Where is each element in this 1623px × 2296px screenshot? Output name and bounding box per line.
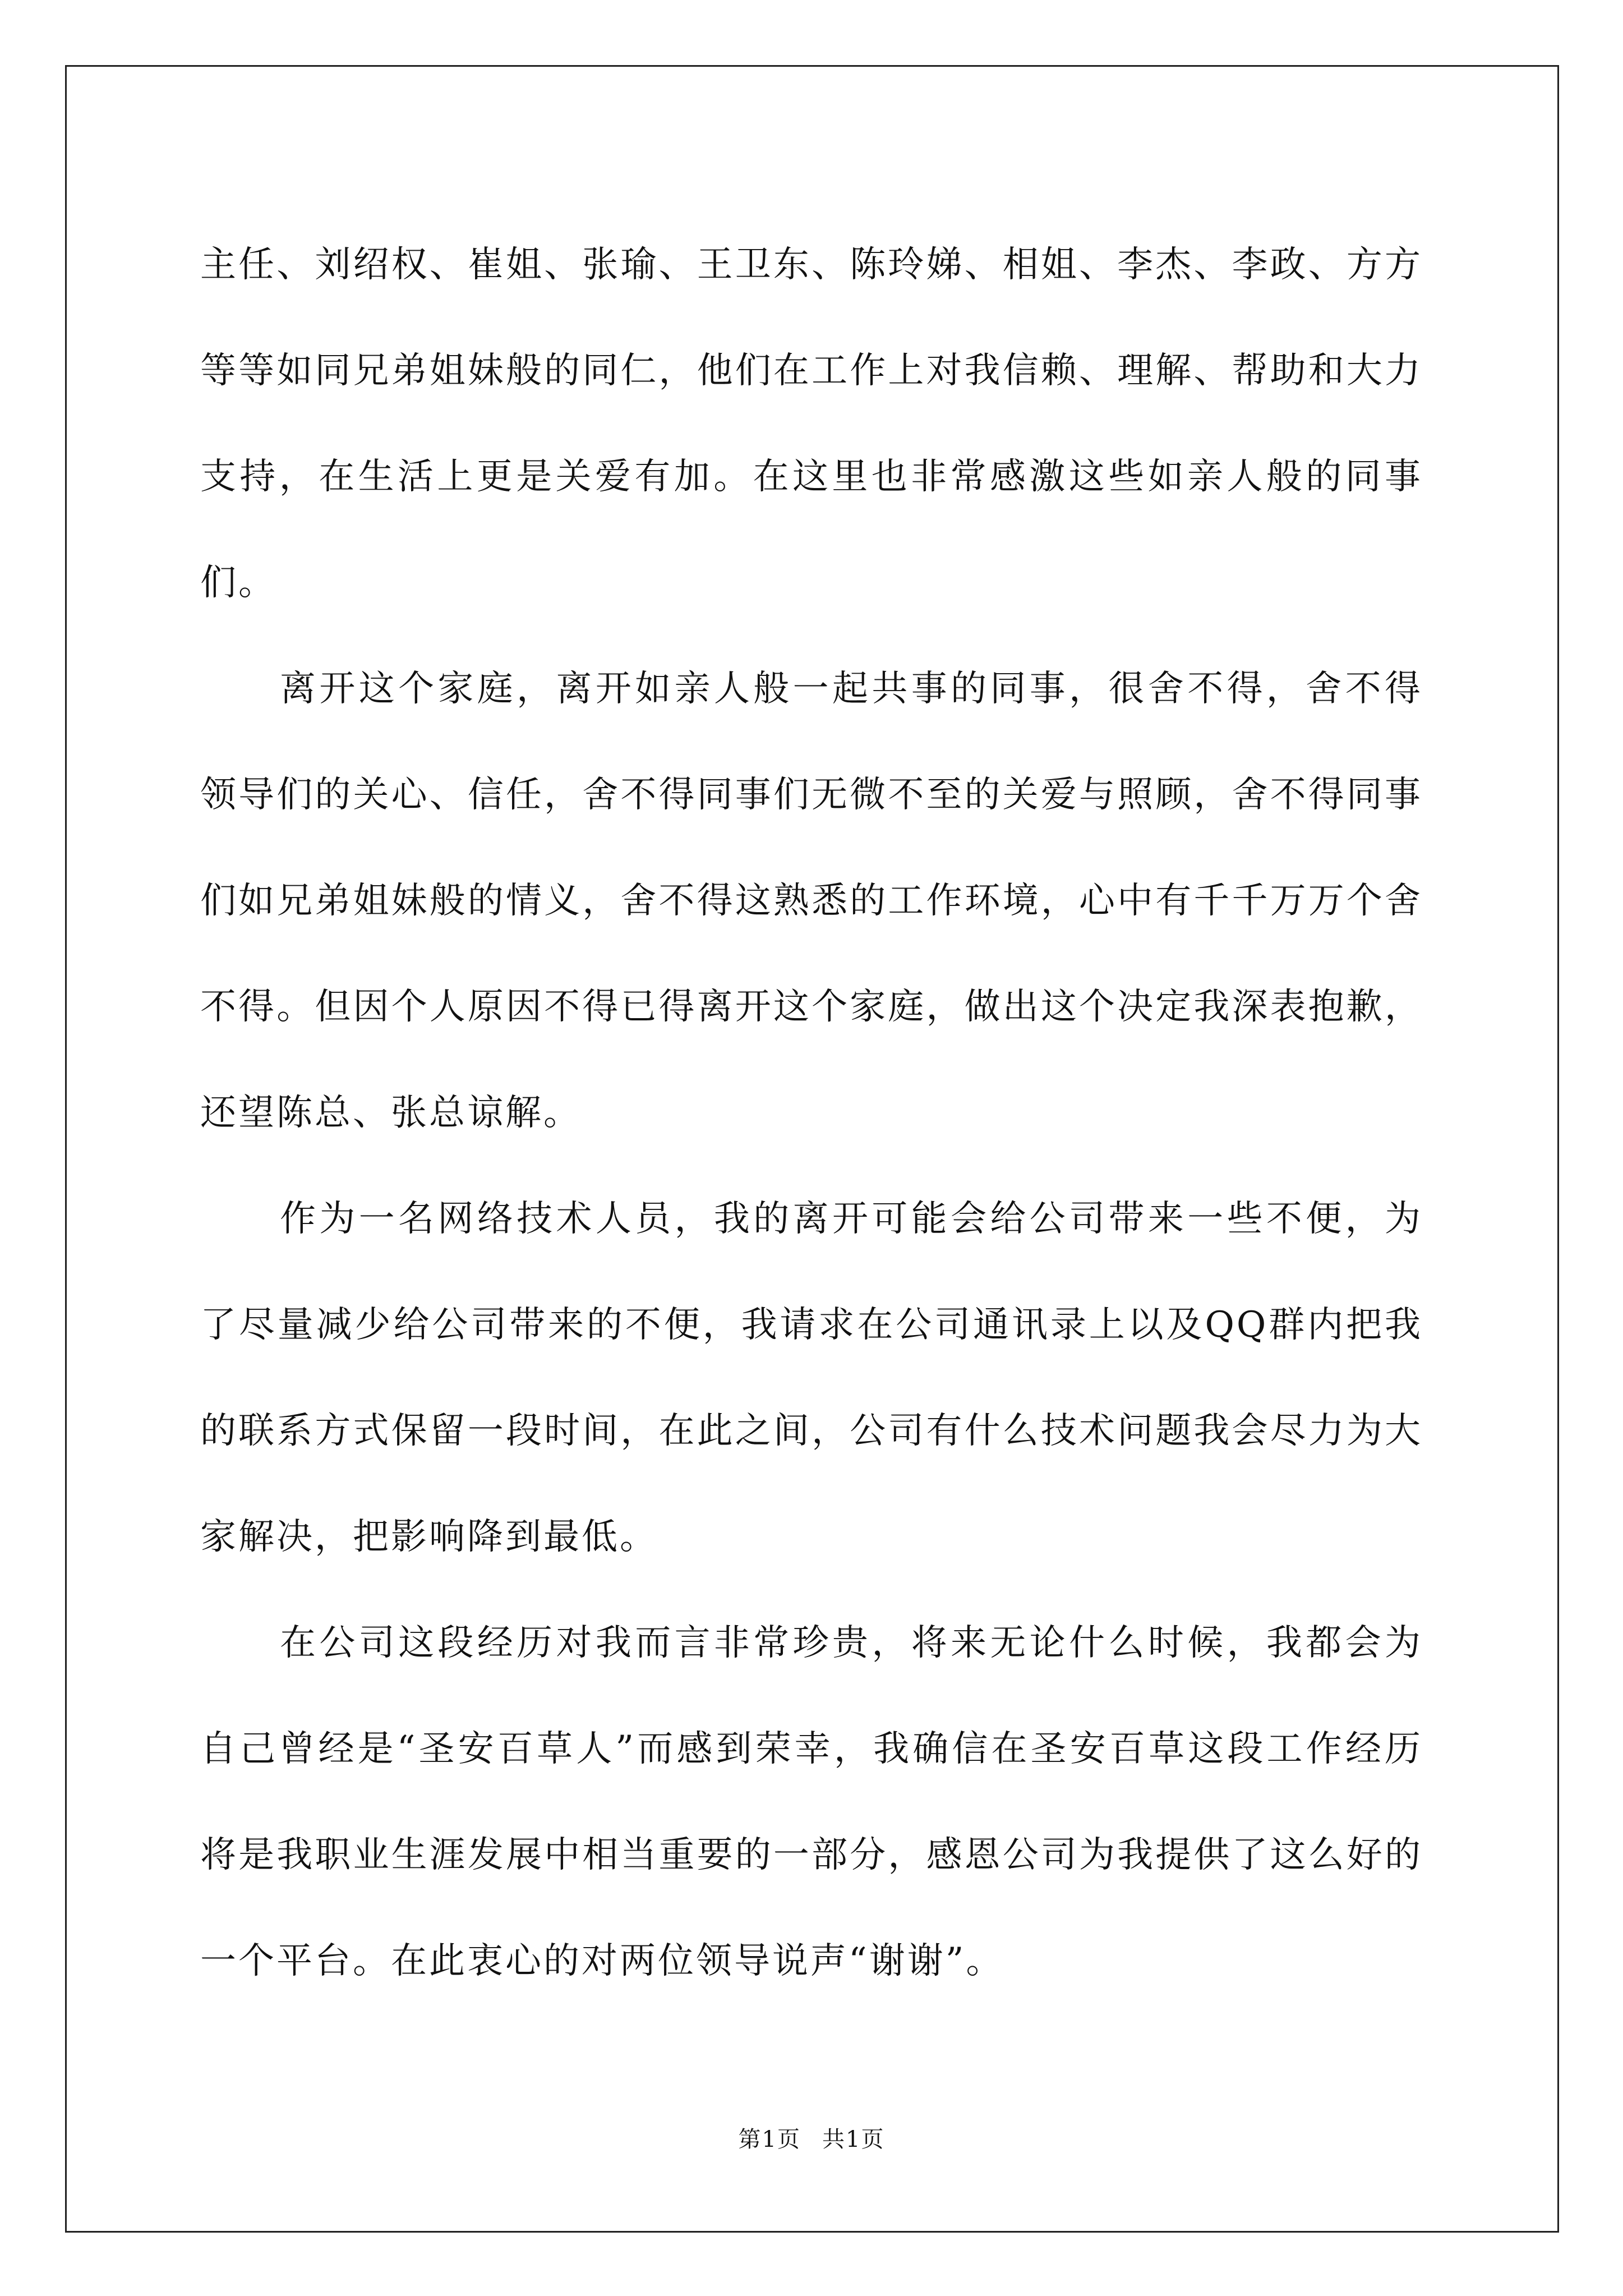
paragraph: 在公司这段经历对我而言非常珍贵，将来无论什么时候，我都会为自己曾经是“圣安百草人”而感到荣幸，我确信在圣安百草这段工作经历将是我职业生涯发展中相当重要的一部分，感恩公司为我提供了这么好的一个平台。在此衷心的对两位领导说声“谢谢”。 [200, 1622, 1423, 1982]
paragraph: 离开这个家庭，离开如亲人般一起共事的同事，很舍不得，舍不得领导们的关心、信任，舍不得同事们无微不至的关爱与照顾，舍不得同事们如兄弟姐妹般的情义，舍不得这熟悉的工作环境，心中有千千万万个舍不得。但因个人原因不得已得离开这个家庭，做出这个决定我深表抱歉，还望陈总、张总谅解。 [200, 668, 1423, 1134]
paragraph: 作为一名网络技术人员，我的离开可能会给公司带来一些不便，为了尽量减少给公司带来的不便，我请求在公司通讯录上以及QQ群内把我的联系方式保留一段时间，在此之间，公司有什么技术问题我会尽力为大家解决，把影响降到最低。 [200, 1198, 1423, 1558]
page-footer [0, 2122, 1623, 2154]
page-total: 共1页 [822, 2127, 885, 2152]
page-number: 第1页 [738, 2127, 801, 2152]
paragraph-continued: 主任、刘绍权、崔姐、张瑜、王卫东、陈玲娣、相姐、李杰、李政、方方等等如同兄弟姐妹般的同仁，他们在工作上对我信赖、理解、帮助和大力支持，在生活上更是关爱有加。在这里也非常感激这些如亲人般的同事们。 [200, 244, 1423, 604]
document-body [200, 212, 1423, 2014]
